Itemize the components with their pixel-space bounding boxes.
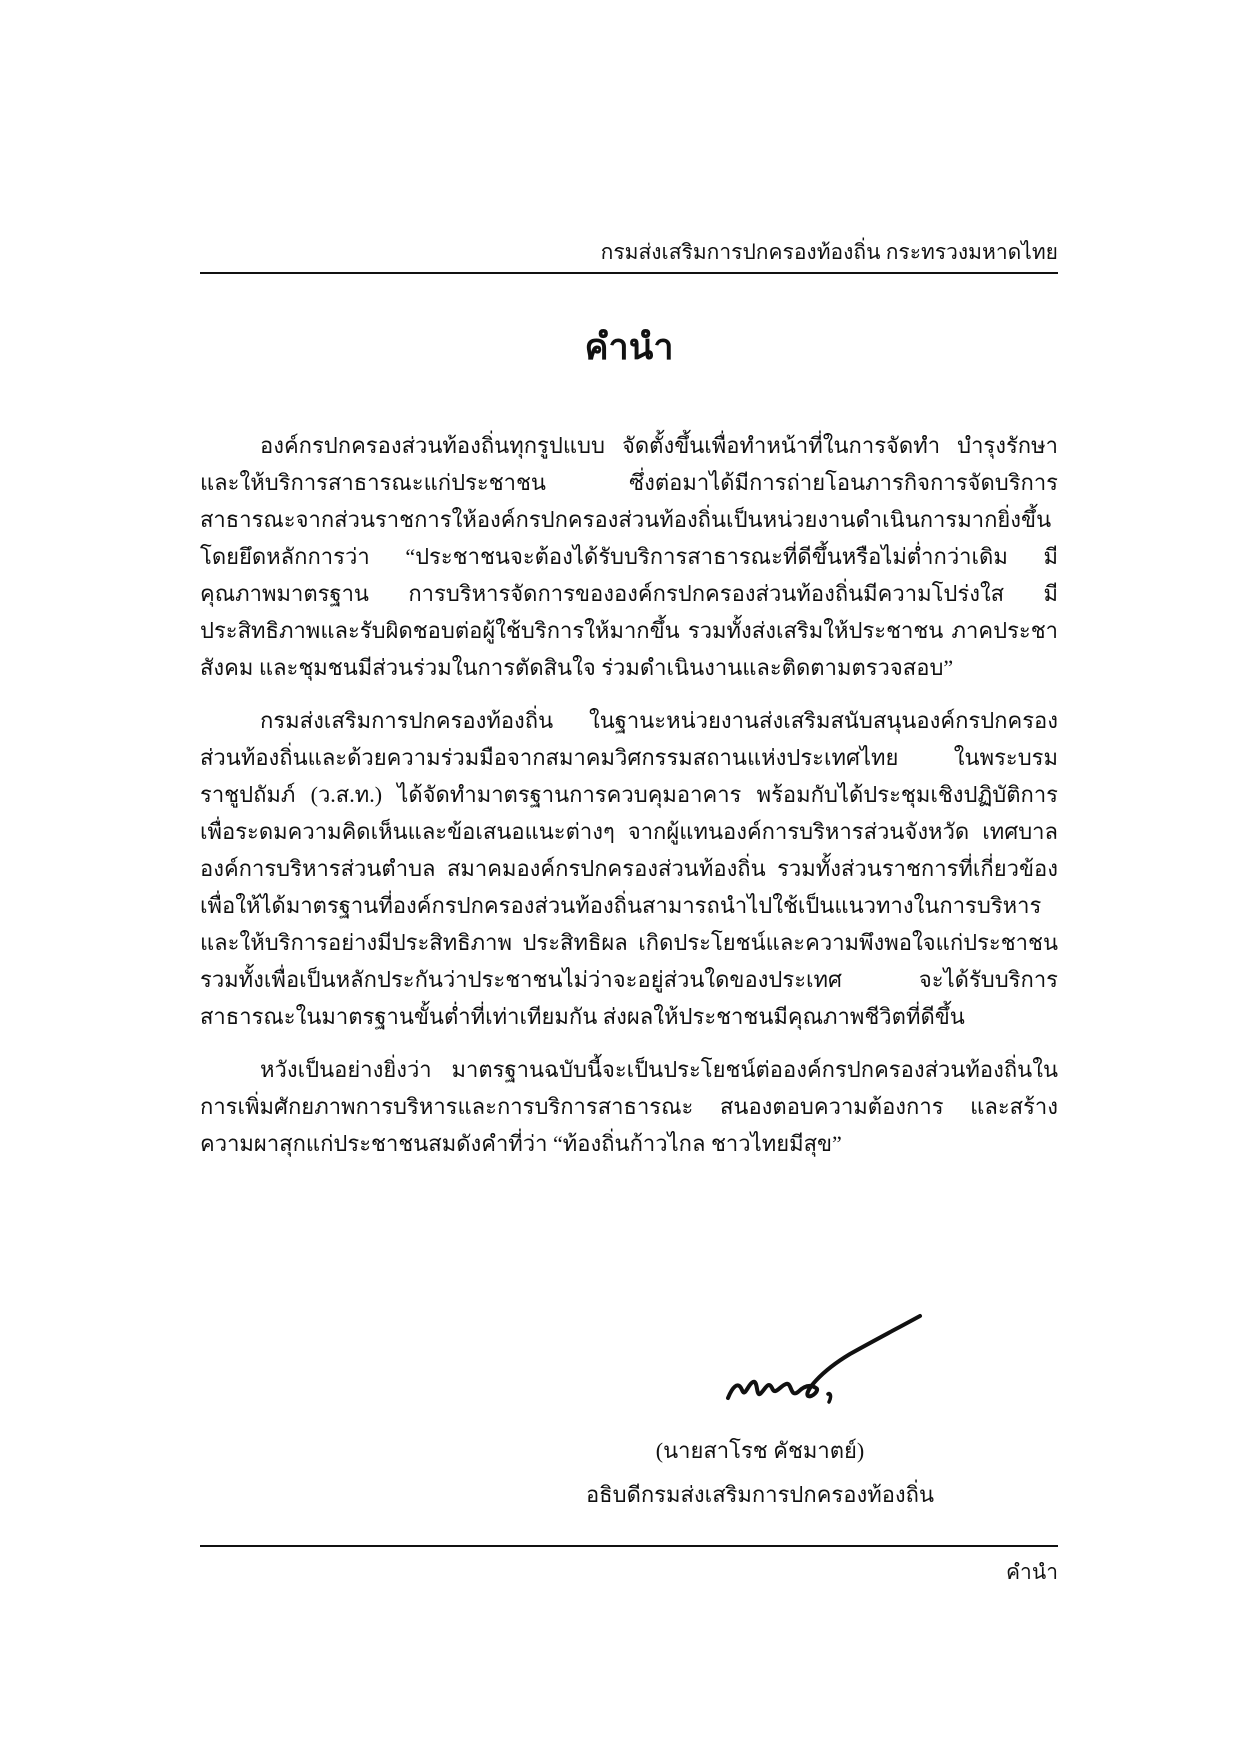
handwritten-signature <box>720 1310 940 1420</box>
signer-position: อธิบดีกรมส่งเสริมการปกครองท้องถิ่น <box>585 1482 935 1507</box>
signer-name: (นายสาโรช คัชมาตย์) <box>655 1438 865 1463</box>
paragraph-2: กรมส่งเสริมการปกครองท้องถิ่น ในฐานะหน่วยงานส่งเสริมสนับสนุนองค์กรปกครองส่วนท้องถิ่นและด้วยความร่วมมือจากสมาคมวิศกรรมสถานแห่งประเทศไทย ในพระบรมราชูปถัมภ์ (ว.ส.ท.) ได้จัดทำมาตรฐานการควบคุมอาคาร พร้อมกับได้ประชุมเชิงปฏิบัติการเพื่อระดมความคิดเห็นและข้อเสนอแนะต่างๆ จากผู้แทนองค์การบริหารส่วนจังหวัด เทศบาล องค์การบริหารส่วนตำบล สมาคมองค์กรปกครองส่วนท้องถิ่น รวมทั้งส่วนราชการที่เกี่ยวข้อง เพื่อให้ได้มาตรฐานที่องค์กรปกครองส่วนท้องถิ่นสามารถนำไปใช้เป็นแนวทางในการบริหารและให้บริการอย่างมีประสิทธิภาพ ประสิทธิผล เกิดประโยชน์และความพึงพอใจแก่ประชาชน รวมทั้งเพื่อเป็นหลักประกันว่าประชาชนไม่ว่าจะอยู่ส่วนใดของประเทศ จะได้รับบริการสาธารณะในมาตรฐานขั้นต่ำที่เท่าเทียมกัน ส่งผลให้ประชาชนมีคุณภาพชีวิตที่ดีขึ้น <box>200 708 1058 1029</box>
paragraph-3: หวังเป็นอย่างยิ่งว่า มาตรฐานฉบับนี้จะเป็นประโยชน์ต่อองค์กรปกครองส่วนท้องถิ่นในการเพิ่มศักยภาพการบริหารและการบริการสาธารณะ สนองตอบความต้องการ และสร้างความผาสุกแก่ประชาชนสมดังคำที่ว่า “ท้องถิ่นก้าวไกล ชาวไทยมีสุข” <box>200 1057 1058 1156</box>
header-divider <box>200 272 1058 274</box>
running-footer: คำนำ <box>1006 1560 1058 1584</box>
running-header: กรมส่งเสริมการปกครองท้องถิ่น กระทรวงมหาดไทย <box>600 240 1058 264</box>
body-text <box>200 427 1058 1178</box>
footer-divider <box>200 1545 1058 1547</box>
paragraph-1: องค์กรปกครองส่วนท้องถิ่นทุกรูปแบบ จัดตั้งขึ้นเพื่อทำหน้าที่ในการจัดทำ บำรุงรักษา และให้บริการสาธารณะแก่ประชาชน ซึ่งต่อมาได้มีการถ่ายโอนภารกิจการจัดบริการสาธารณะจากส่วนราชการให้องค์กรปกครองส่วนท้องถิ่นเป็นหน่วยงานดำเนินการมากยิ่งขึ้น โดยยึดหลักการว่า “ประชาชนจะต้องได้รับบริการสาธารณะที่ดีขึ้นหรือไม่ต่ำกว่าเดิม มีคุณภาพมาตรฐาน การบริหารจัดการขององค์กรปกครองส่วนท้องถิ่นมีความโปร่งใส มีประสิทธิภาพและรับผิดชอบต่อผู้ใช้บริการให้มากขึ้น รวมทั้งส่งเสริมให้ประชาชน ภาคประชาสังคม และชุมชนมีส่วนร่วมในการตัดสินใจ ร่วมดำเนินงานและติดตามตรวจสอบ” <box>200 433 1058 680</box>
page-title: คำนำ <box>584 327 674 367</box>
